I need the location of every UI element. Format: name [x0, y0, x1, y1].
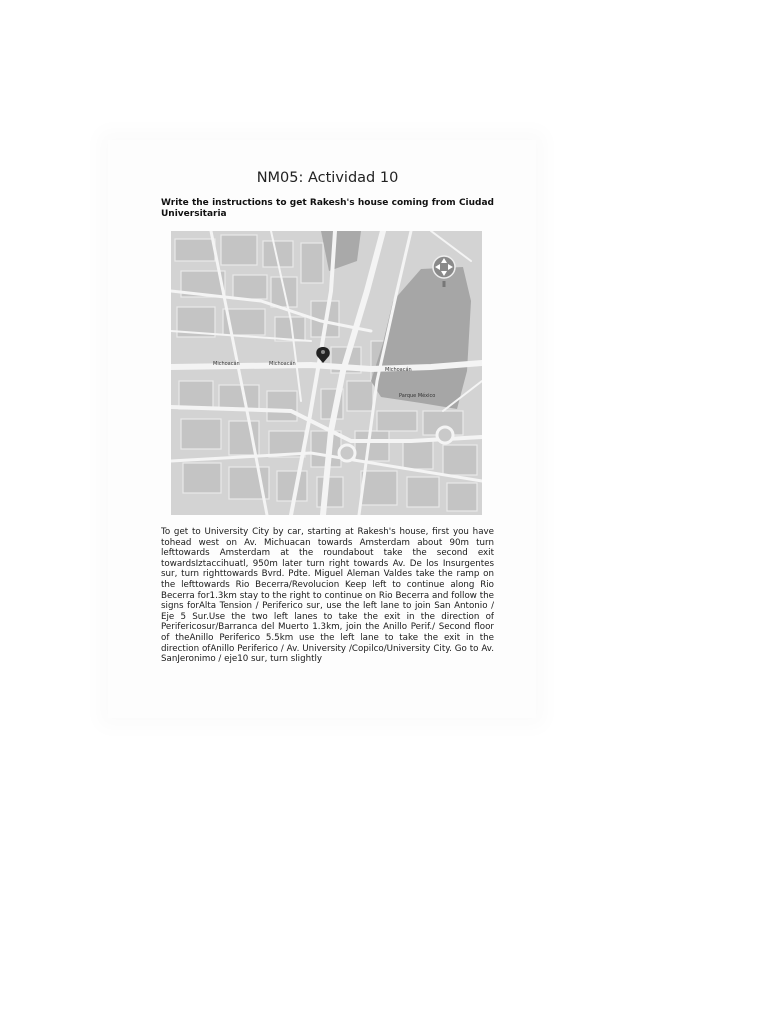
- street-label-2: Michoacán: [269, 361, 296, 367]
- street-label-3: Michoacán: [385, 367, 412, 373]
- street-label-1: Michoacán: [213, 361, 240, 367]
- instruction-prompt: Write the instructions to get Rakesh's house coming from Ciudad Universitaria: [161, 198, 494, 219]
- page-title: NM05: Actividad 10: [256, 170, 399, 186]
- map-graphic: [171, 231, 482, 515]
- directions-text: To get to University City by car, starting at Rakesh's house, first you have tohead west on Av. Michuacan towards Amsterdam about 90m turn lefttowards Amsterdam at the roundabout take the second exit towardsIztaccihuatl, 950m later turn right towards Av. De los Insurgentes sur, turn righttowards Bvrd. Pdte. Miguel Aleman Valdes take the ramp on the lefttowards Rio Becerra/Revolucion Keep left to continue along Rio Becerra for1.3km stay to the right to continue on Rio Becerra and follow the signs forAlta Tension / Periferico sur, use the left lane to join San Antonio / Eje 5 Sur.Use the two left lanes to take the exit in the direction of Perifericosur/Barranca del Muerto 1.3km, join the Anillo Perif./ Second floor of theAnillo Periferico 5.5km use the left lane to take the exit in the direction ofAnillo Periferico / Av. University /Copilco/University City. Go to Av. SanJeronimo / eje10 sur, turn slightly: [161, 527, 494, 665]
- park-label: Parque México: [399, 393, 436, 399]
- map-image: [171, 231, 482, 515]
